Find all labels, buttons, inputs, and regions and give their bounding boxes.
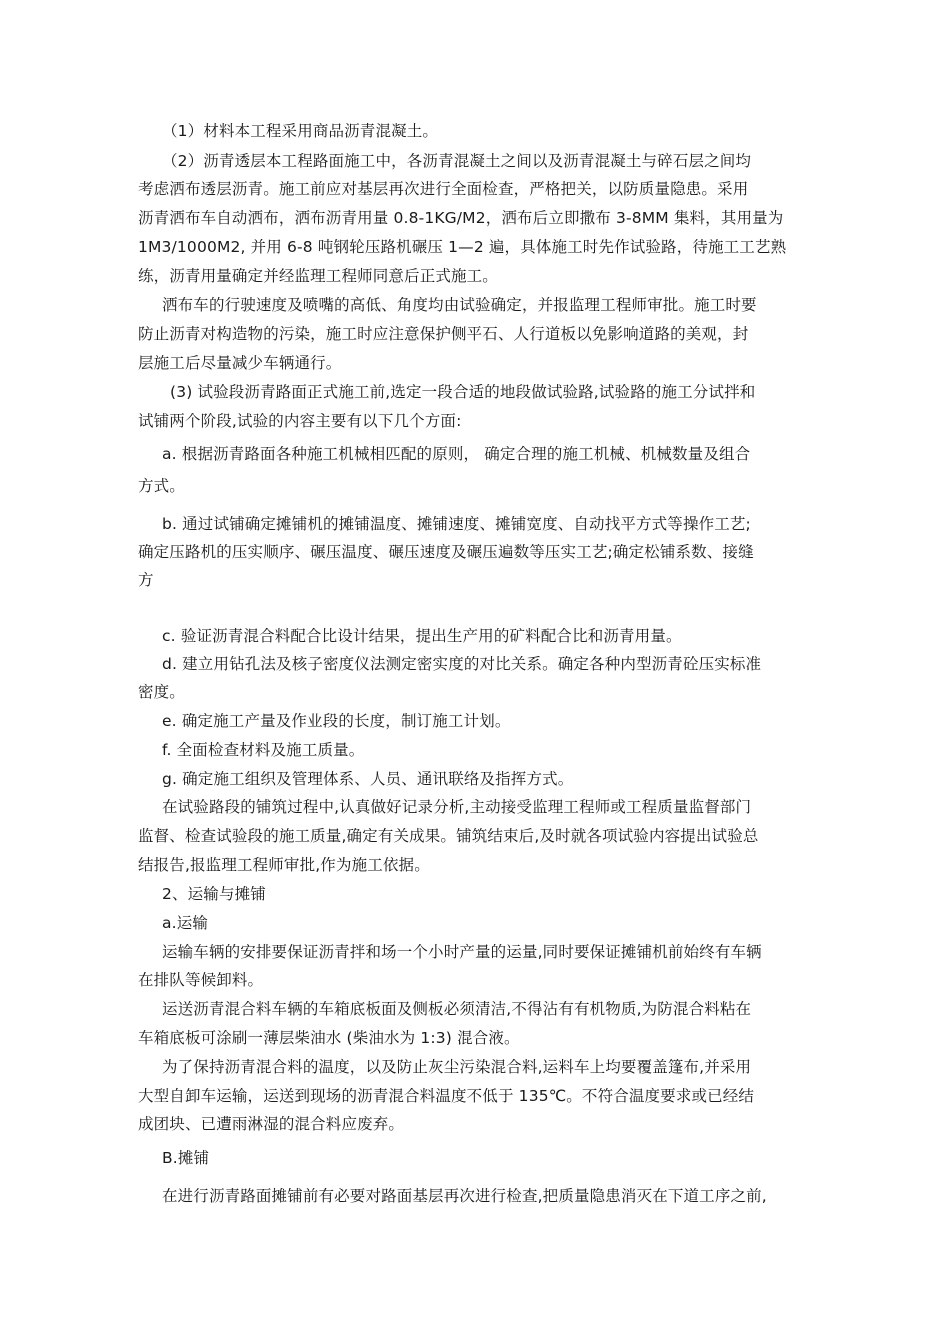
paragraph-line: (3) 试验段沥青路面正式施工前,选定一段合适的地段做试验路,试验路的施工分试拌和 [170, 383, 756, 401]
section-heading: 2、运输与摊铺 [162, 885, 266, 903]
subsection-heading: B.摊铺 [162, 1149, 210, 1167]
list-item: e. 确定施工产量及作业段的长度，制订施工计划。 [162, 712, 511, 730]
list-item: d. 建立用钻孔法及核子密度仪法测定密实度的对比关系。确定各种内型沥青砼压实标准 [162, 655, 762, 673]
paragraph-line: 在排队等候卸料。 [138, 971, 264, 989]
paragraph-line: 练，沥青用量确定并经监理工程师同意后正式施工。 [138, 267, 498, 285]
paragraph-line: 在试验路段的铺筑过程中,认真做好记录分析,主动接受监理工程师或工程质量监督部门 [162, 798, 752, 816]
paragraph-line: 防止沥青对构造物的污染，施工时应注意保护侧平石、人行道板以免影响道路的美观，封 [138, 325, 749, 343]
list-item: f. 全面检查材料及施工质量。 [162, 741, 365, 759]
paragraph-line: 层施工后尽量减少车辆通行。 [138, 354, 342, 372]
paragraph-line: 车箱底板可涂刷一薄层柴油水 (柴油水为 1:3) 混合液。 [138, 1029, 520, 1047]
list-item: a. 根据沥青路面各种施工机械相匹配的原则， 确定合理的施工机械、机械数量及组合 [162, 445, 751, 463]
paragraph-line: 方式。 [138, 477, 185, 495]
paragraph-line: 沥青洒布车自动洒布，洒布沥青用量 0.8-1KG/M2，洒布后立即撒布 3-8MM 集料，其用量为 [138, 209, 784, 227]
paragraph-line: 确定压路机的压实顺序、碾压温度、碾压速度及碾压遍数等压实工艺;确定松铺系数、接缝 [138, 543, 754, 561]
paragraph-line: 大型自卸车运输，运送到现场的沥青混合料温度不低于 135℃。不符合温度要求或已经结 [138, 1087, 755, 1105]
list-item: b. 通过试铺确定摊铺机的摊铺温度、摊铺速度、摊铺宽度、自动找平方式等操作工艺; [162, 515, 751, 533]
paragraph-line: 为了保持沥青混合料的温度，以及防止灰尘污染混合料,运料车上均要覆盖篷布,并采用 [162, 1058, 752, 1076]
subsection-heading: a.运输 [162, 914, 209, 932]
paragraph-line: （2）沥青透层本工程路面施工中，各沥青混凝土之间以及沥青混凝土与碎石层之间均 [162, 152, 752, 170]
paragraph-line: 考虑洒布透层沥青。施工前应对基层再次进行全面检查，严格把关，以防质量隐患。采用 [138, 180, 749, 198]
list-item: c. 验证沥青混合料配合比设计结果，提出生产用的矿料配合比和沥青用量。 [162, 627, 682, 645]
paragraph-line: 运送沥青混合料车辆的车箱底板面及侧板必须清洁,不得沾有有机物质,为防混合料粘在 [162, 1000, 752, 1018]
paragraph-line: 密度。 [138, 683, 185, 701]
paragraph-line: 方 [138, 571, 154, 589]
paragraph-line: 试铺两个阶段,试验的内容主要有以下几个方面: [138, 412, 462, 430]
paragraph-line: 洒布车的行驶速度及喷嘴的高低、角度均由试验确定，并报监理工程师审批。施工时要 [162, 296, 757, 314]
paragraph-line: 运输车辆的安排要保证沥青拌和场一个小时产量的运量,同时要保证摊铺机前始终有车辆 [162, 943, 762, 961]
paragraph-line: 监督、检查试验段的施工质量,确定有关成果。铺筑结束后,及时就各项试验内容提出试验总 [138, 827, 759, 845]
paragraph-line: 成团块、已遭雨淋湿的混合料应废弃。 [138, 1115, 405, 1133]
paragraph-line: 在进行沥青路面摊铺前有必要对路面基层再次进行检查,把质量隐患消灭在下道工序之前, [162, 1187, 767, 1205]
paragraph-line: （1）材料本工程采用商品沥青混凝土。 [162, 122, 439, 140]
paragraph-line: 结报告,报监理工程师审批,作为施工依据。 [138, 856, 430, 874]
list-item: g. 确定施工组织及管理体系、人员、通讯联络及指挥方式。 [162, 770, 574, 788]
paragraph-line: 1M3/1000M2, 并用 6-8 吨钢轮压路机碾压 1—2 遍，具体施工时先作试验路，待施工工艺熟 [138, 238, 787, 256]
